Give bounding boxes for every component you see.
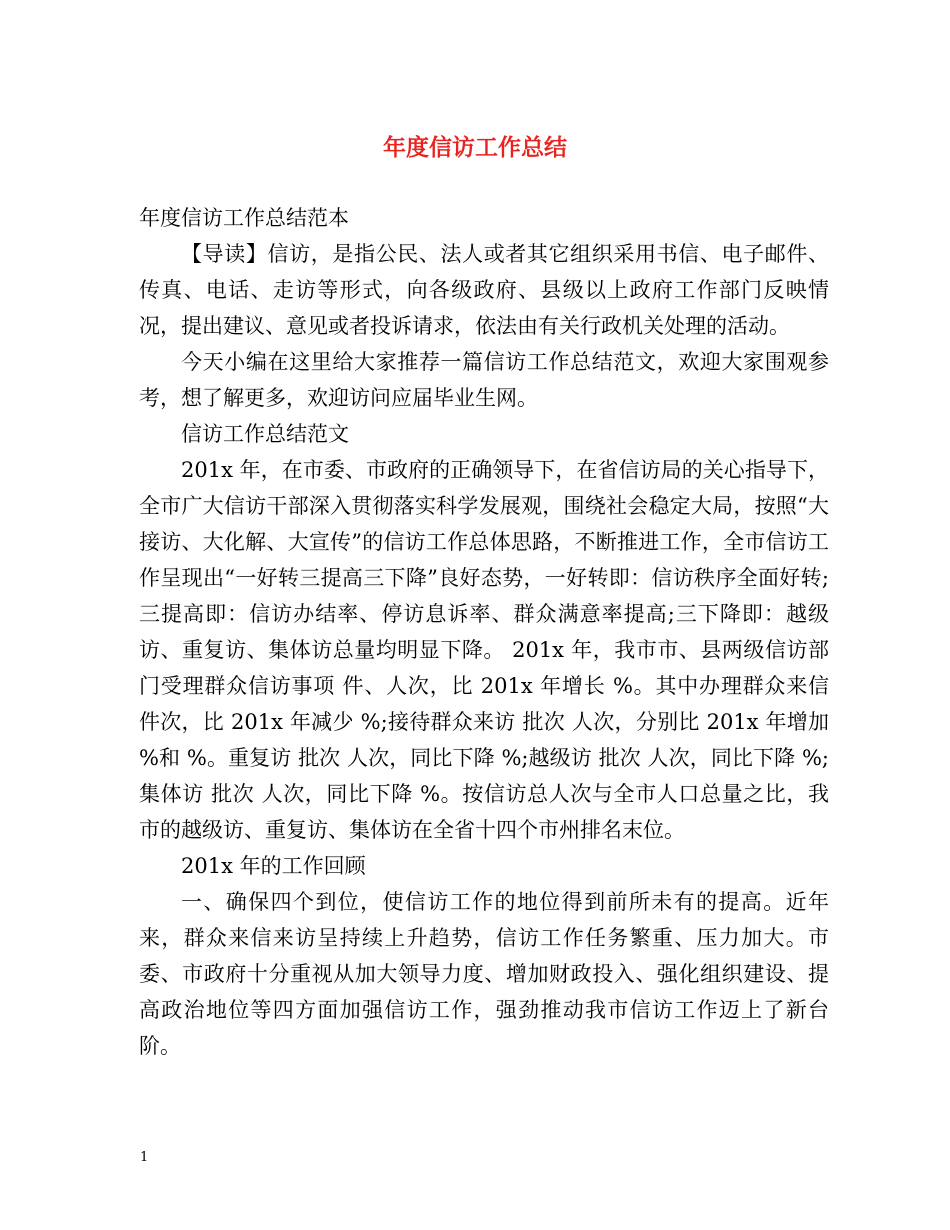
intro-paragraph: 【导读】信访，是指公民、法人或者其它组织采用书信、电子邮件、传真、电话、走访等形式，向各级政府、县级以上政府工作部门反映情况，提出建议、意见或者投诉请求，依法由有关行政机关处理的活动。	[139, 242, 829, 338]
review-heading: 201x 年的工作回顾	[181, 854, 366, 878]
subtitle-paragraph: 年度信访工作总结范本	[139, 206, 349, 230]
page-number: 1	[140, 1150, 149, 1165]
section-heading: 信访工作总结范文	[181, 422, 349, 446]
point-one-paragraph: 一、确保四个到位，使信访工作的地位得到前所未有的提高。近年来，群众来信来访呈持续上升趋势，信访工作任务繁重、压力加大。市委、市政府十分重视从加大领导力度、增加财政投入、强化组织建设、提高政治地位等四方面加强信访工作，强劲推动我市信访工作迈上了新台阶。	[139, 890, 829, 1058]
document-title: 年度信访工作总结	[383, 134, 567, 161]
document-body	[139, 200, 829, 1064]
summary-paragraph: 201x 年，在市委、市政府的正确领导下，在省信访局的关心指导下，全市广大信访干部深入贯彻落实科学发展观，围绕社会稳定大局，按照“大接访、大化解、大宣传”的信访工作总体思路，不断推进工作，全市信访工作呈现出“一好转三提高三下降”良好态势，一好转即：信访秩序全面好转;三提高即：信访办结率、停访息诉率、群众满意率提高;三下降即：越级访、重复访、集体访总量均明显下降。 201x 年，我市市、县两级信访部门受理群众信访事项 件、人次，比 201x 年增长 %。其中办理群众来信 件次，比 201x 年减少 %;接待群众来访 批次 人次，分别比 201x 年增加 %和 %。重复访 批次 人次，同比下降 %;越级访 批次 人次，同比下降 %;集体访 批次 人次，同比下降 %。按信访总人次与全市人口总量之比，我市的越级访、重复访、集体访在全省十四个市州排名末位。	[139, 458, 829, 842]
recommend-paragraph: 今天小编在这里给大家推荐一篇信访工作总结范文，欢迎大家围观参考，想了解更多，欢迎访问应届毕业生网。	[139, 350, 829, 410]
